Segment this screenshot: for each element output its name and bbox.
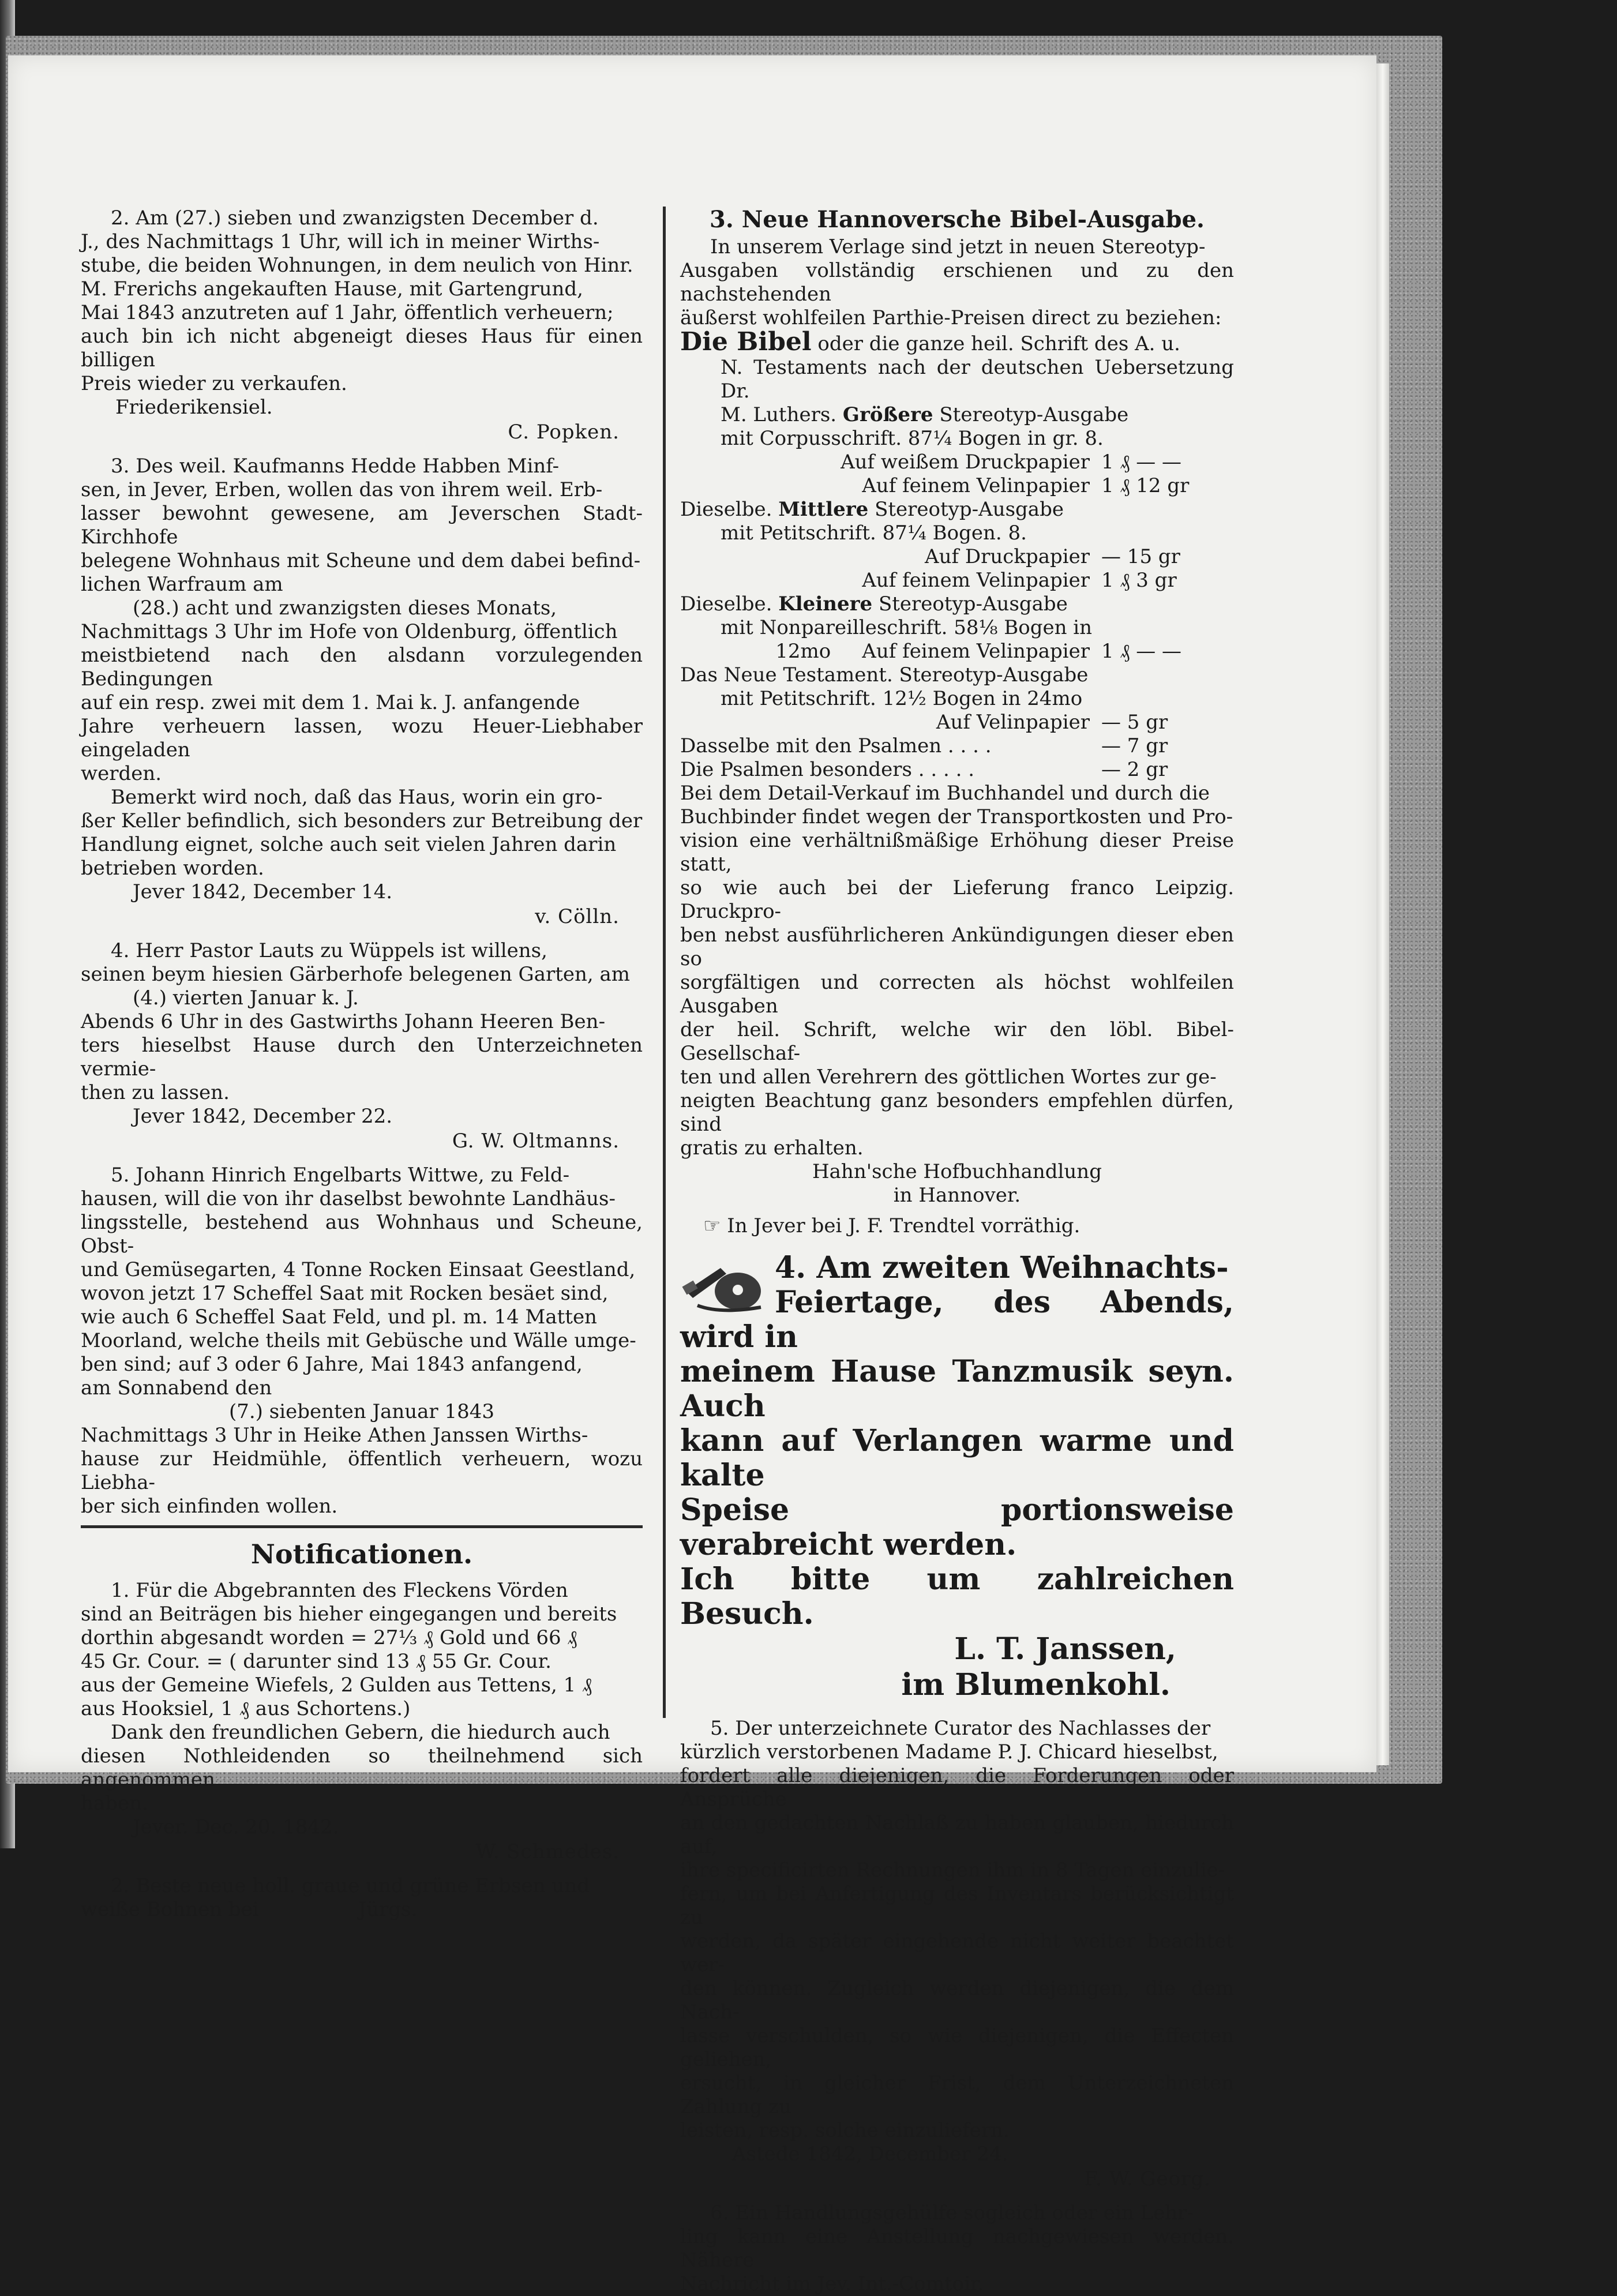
text-line: dorthin abgesandt worden = 27⅓ ₰ Gold und 66 ₰ [81,1626,577,1649]
signature: C. Popken. [508,421,620,444]
text-line: Nachmittags 3 Uhr im Hofe von Oldenburg, öffentlich [81,620,618,643]
text-line: leisten, resp. solche einzuliefern. [680,2119,1010,2142]
text-line: N. Testaments nach der deutschen Uebersetzung Dr. [721,356,1234,403]
bible-edition-heading: 3. Neue Hannoversche Bibel-Ausgabe. [710,206,1205,233]
price-row [680,640,1234,663]
text-line: wie auch 6 Scheffel Saat Feld, und pl. m. 14 Matten [81,1305,597,1329]
price-row [680,545,1234,569]
text-line: mit Petitschrift. 87¼ Bogen. 8. [721,522,1027,545]
text-line: aus der Gemeine Wiefels, 2 Gulden aus Tettens, 1 ₰ [81,1674,592,1697]
text-line: 5. Der unterzeichnete Curator des Nachlasses der [710,1717,1211,1740]
column-divider [663,207,666,1718]
text-line: 4. Herr Pastor Lauts zu Wüppels ist willens, [111,939,547,962]
price-label: Die Psalmen besonders . . . . . [680,758,975,781]
price-label: Dasselbe mit den Psalmen . . . . [680,734,992,757]
text-line: belegene Wohnhaus mit Scheune und dem dabei befind- [81,549,641,572]
text-line: seinen beym hiesien Gärberhofe belegenen Garten, am [81,963,631,986]
text-line: sorgfältigen und correcten als höchst wohlfeilen Ausgaben [680,971,1234,1018]
text-line: äußerst wohlfeilen Parthie-Preisen direct zu beziehen: [680,306,1222,329]
text-line: auf ein resp. zwei mit dem 1. Mai k. J. anfangende [81,691,580,714]
price-row [680,451,1234,474]
text-line: Feiertage, des Abends, wird in [680,1285,1234,1355]
price-label: Auf Velinpapier [936,711,1090,734]
text-line: ber sich einfinden wollen. [81,1495,338,1518]
signature: v. Cölln. [535,905,620,928]
text-line: Jahre verheuern lassen, wozu Heuer-Liebhaber eingeladen [81,715,643,761]
signature: W. Schmedes. [475,1840,620,1863]
text-line: kürzlich verstorbenen Madame P. J. Chicard hieselbst, [680,1740,1218,1764]
price-value: 1 ₰ — — [1101,640,1182,663]
text-line: den können. Zugleich werden diejenigen, die dem Nach- [680,1977,1234,2024]
text-line: ben sind; auf 3 oder 6 Jahre, Mai 1843 anfangend, [81,1353,583,1376]
text-line: diesen Nothleidenden so theilnehmend sich angenommen [81,1744,643,1791]
newspaper-page [8,55,1376,2295]
text-line: werden. [81,762,162,785]
notice-item-4 [81,939,643,1153]
text-line: Mai 1843 anzutreten auf 1 Jahr, öffentlich verheuern; [81,301,614,324]
notice-item-6-right [680,2201,1234,2296]
text-line: then zu lassen. [81,1081,230,1104]
text-line: hausen, will die von ihr daselbst bewohnte Landhäus- [81,1187,616,1210]
text-line: lichen Warfraum am [81,573,283,596]
page-content [8,206,1376,2295]
dateline: Astede 1842, December 24. [732,2143,1008,2166]
signature-place: im Blumenkohl. [901,1667,1170,1702]
text-line: ling kann eine Anstellung nachgewiesen werden. Nähere [680,2225,1234,2272]
price-value: — 5 gr [1101,711,1168,734]
text-line: mit Petitschrift. 12½ Bogen in 24mo [721,687,1083,710]
text-line: werden, da später eingehende nicht weiter beachtet wer- [680,1930,1234,1976]
signature: L. T. Janssen, [954,1631,1176,1667]
text-line: 45 Gr. Cour. = ( darunter sind 13 ₰ 55 Gr. Cour. [81,1650,551,1673]
lute-instrument-icon [680,1251,767,1320]
notifications-heading: Notificationen. [250,1539,473,1570]
notice-item-2 [81,207,643,444]
signature: G. W. Oltmanns. [452,1130,620,1153]
price-row [680,734,1234,758]
text-line: lasser bewohnt gewesene, am Jeverschen Stadt-Kirchhofe [81,502,643,549]
price-row [680,758,1234,782]
text-line: der heil. Schrift, welche wir den löbl. Bibel-Gesellschaf- [680,1018,1234,1065]
text-line: Nachricht im Jev. Int.-Comtoir. [680,2272,984,2295]
text-line: am Sonnabend den [81,1376,272,1400]
text-line: meistbietend nach den alsdann vorzulegenden Bedingungen [81,644,643,691]
notification-2 [81,1874,643,1922]
text-line: ben nebst ausführlicheren Ankündigungen dieser eben so [680,924,1234,970]
text-line: ten und allen Verehrern des göttlichen Wortes zur ge- [680,1066,1217,1089]
text-line: oder die ganze heil. Schrift des A. u. [817,332,1180,355]
text-line: gratis zu erhalten. [680,1136,864,1160]
notice-item-5 [81,1164,643,1518]
text-line: ersucht, in gleicher Frist, dem Unterzeichneten Zahlung zu [680,2072,1234,2118]
section-rule [81,1525,643,1528]
text-line: so wie auch bei der Lieferung franco Leipzig. Druckpro- [680,876,1234,923]
edition-mid-label: Mittlere [778,498,869,521]
text-line: J., des Nachmittags 1 Uhr, will ich in meiner Wirths- [81,230,600,253]
text-line: ters hieselbst Hause durch den Unterzeichneten vermie- [81,1034,643,1081]
text-line: In unserem Verlage sind jetzt in neuen Stereotyp- [710,235,1206,258]
text-line: Ich bitte um zahlreichen Besuch. [680,1562,1234,1631]
dateline: Jever 1842, December 22. [133,1105,393,1128]
price-label: 12mo Auf feinem Velinpapier [775,640,1090,663]
text-line: Handlung eignet, solche auch seit vielen Jahren darin [81,833,617,856]
edition-large-label: Größere [842,403,933,426]
text-line: neigten Beachtung ganz besonders empfehlen dürfen, sind [680,1089,1234,1136]
notice-item-3 [81,455,643,929]
place-line: Friederikensiel. [115,396,273,419]
text-line: hause zur Heidmühle, öffentlich verheuern, wozu Liebha- [81,1447,643,1494]
text-line: lingsstelle, bestehend aus Wohnhaus und Scheune, Obst- [81,1211,643,1258]
text-line: betrieben worden. [81,857,264,880]
text-line: auch bin ich nicht abgeneigt dieses Haus für einen billigen [81,325,643,372]
dateline: Jever. Dec. 20. 1842. [133,1815,339,1839]
text-line: Stereotyp-Ausgabe [875,498,1064,521]
text-line: Ausgaben vollständig erschienen und zu den nachstehenden [680,259,1234,306]
price-value: 1 ₰ — — [1101,451,1182,474]
pointing-hand-note: ☞ In Jever bei J. F. Trendtel vorräthig. [703,1214,1080,1237]
notification-1 [81,1579,643,1864]
price-value: — 2 gr [1101,758,1168,781]
text-line: Nachmittags 3 Uhr in Heike Athen Janssen Wirths- [81,1424,588,1447]
text-line: haben. [81,1792,148,1815]
text-line: ßer Keller befindlich, sich besonders zur Betreibung der [81,809,643,832]
text-line: Speise portionsweise verabreicht werden. [680,1492,1234,1562]
text-line: ihre specificirten Rechnungen ihm in 8 Tagen einzulie- [680,1859,1225,1882]
publisher-name: Hahn'sche Hofbuchhandlung [812,1160,1102,1183]
text-line: Dieselbe. [680,498,772,521]
text-line: 6. Ein Handlungsgehülfe sogleich oder ein Lehr- [710,2201,1194,2224]
text-line: Moorland, welche theils mit Gebüsche und Wälle umge- [81,1329,636,1352]
text-line: Stereotyp-Ausgabe [878,592,1068,616]
text-line: 1. Für die Abgebrannten des Fleckens Vörden [111,1579,568,1602]
text-line: 4. Am zweiten Weihnachts- [775,1250,1229,1285]
date-line: (4.) vierten Januar k. J. [133,986,359,1010]
edition-small-label: Kleinere [778,592,873,616]
text-line: wovon jetzt 17 Scheffel Saat mit Rocken besäet sind, [81,1282,609,1305]
text-line: Buchbinder findet wegen der Transportkosten und Pro- [680,805,1233,828]
date-line: (7.) siebenten Januar 1843 [228,1400,495,1423]
text-line: lasse verschulden, so wie diejenigen, die Effecten geliehen, [680,2024,1234,2071]
text-line: Bemerkt wird noch, daß das Haus, worin ein gro- [111,786,603,809]
text-line: aus Hooksiel, 1 ₰ aus Schortens.) [81,1697,411,1720]
price-value: 1 ₰ 12 gr [1101,474,1190,497]
bible-title: Die Bibel [680,327,812,357]
page-edge [1376,63,1389,1765]
price-row [680,474,1234,498]
text-line: 3. Des weil. Kaufmanns Hedde Habben Minf- [111,455,560,478]
signature: F. W. Georg. [1084,2167,1211,2190]
text-line: Das Neue Testament. Stereotyp-Ausgabe [680,663,1089,686]
price-value: — 7 gr [1101,734,1168,757]
notice-item-5-right [680,1717,1234,2191]
text-line: Dieselbe. [680,592,772,616]
text-line: mit Nonpareilleschrift. 58⅛ Bogen in [721,616,1093,639]
price-label: Auf feinem Velinpapier [862,569,1090,592]
price-value: 1 ₰ 3 gr [1101,569,1177,592]
text-line: Abends 6 Uhr in des Gastwirths Johann Heeren Ben- [81,1010,606,1033]
text-line: sen, in Jever, Erben, wollen das von ihrem weil. Erb- [81,478,603,501]
text-line: Stereotyp-Ausgabe [939,403,1129,426]
price-label: Auf feinem Velinpapier [862,474,1090,497]
text-line: 2. Beste neue holl. graue und grüne Erbsen und [111,1874,590,1897]
text-line: Bei dem Detail-Verkauf im Buchhandel und durch die [680,782,1210,805]
left-column [81,207,643,1922]
dateline: Jever 1842, December 14. [133,880,393,903]
text-line: an den gedachten Nachlaß zu haben glauben, hiedurch auf, [680,1811,1234,1858]
price-row [680,569,1234,592]
text-line: sind an Beiträgen bis hieher eingegangen und bereits [81,1603,617,1626]
text-line: fordert alle diejenigen, die Forderungen oder Ansprüche [680,1764,1234,1811]
text-line: M. Frerichs angekauften Hause, mit Gartengrund, [81,277,583,301]
text-line: mit Corpusschrift. 87¼ Bogen in gr. 8. [721,427,1104,450]
dance-music-notice [680,1251,1234,1703]
text-line: 5. Johann Hinrich Engelbarts Wittwe, zu Feld- [111,1164,570,1187]
text-line: weiße Bohnen bei Jürgs. [81,1898,418,1921]
text-line: fern, um bei Anfertigung des Inventars berücksichtigt zu [680,1882,1234,1929]
text-line: stube, die beiden Wohnungen, in dem neulich von Hinr. [81,254,633,277]
text-line: meinem Hause Tanzmusik seyn. Auch [680,1354,1234,1424]
price-label: Auf weißem Druckpapier [841,451,1090,474]
price-value: — 15 gr [1101,545,1180,568]
text-line: vision eine verhältnißmäßige Erhöhung dieser Preise statt, [680,829,1234,876]
price-label: Auf Druckpapier [925,545,1090,568]
text-line: Dank den freundlichen Gebern, die hiedurch auch [111,1721,610,1744]
text-line: kann auf Verlangen warme und kalte [680,1423,1234,1493]
right-column [680,207,1234,2296]
text-line: 2. Am (27.) sieben und zwanzigsten December d. [111,207,599,230]
text-line: M. Luthers. [721,403,837,426]
text-line: und Gemüsegarten, 4 Tonne Rocken Einsaat Geestland, [81,1258,636,1281]
price-row [680,711,1234,734]
text-line: Preis wieder zu verkaufen. [81,372,347,395]
publisher-place: in Hannover. [893,1184,1021,1207]
date-line: (28.) acht und zwanzigsten dieses Monats, [133,596,557,620]
